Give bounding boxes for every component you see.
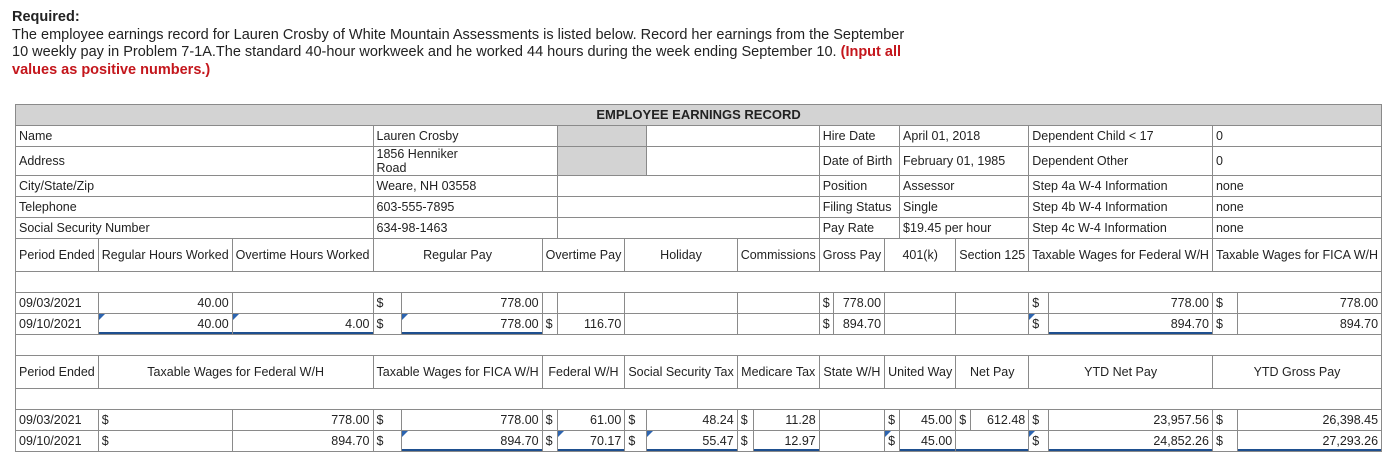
social-security-input[interactable]: 55.47 xyxy=(647,431,737,452)
net-pay-header: Net Pay xyxy=(956,356,1029,389)
gray-cell xyxy=(558,126,647,147)
gross-pay-cell: 894.70 xyxy=(833,314,884,335)
taxable-wages-fica-cell: 778.00 xyxy=(401,410,542,431)
currency-sign: $ xyxy=(625,431,647,452)
dob-value: February 01, 1985 xyxy=(900,147,1029,176)
taxable-wages-federal-header-2: Taxable Wages for Federal W/H xyxy=(98,356,373,389)
address-value: 1856 Henniker Road xyxy=(373,147,558,176)
required-heading: Required: xyxy=(12,9,80,25)
overtime-pay-cell xyxy=(558,293,625,314)
currency-sign: $ xyxy=(885,410,900,431)
united-way-header: United Way xyxy=(885,356,956,389)
step4a-value: none xyxy=(1212,176,1381,197)
gross-pay-header: Gross Pay xyxy=(819,239,884,272)
instructions xyxy=(12,9,912,79)
period-ended-header-2: Period Ended xyxy=(16,356,99,389)
overtime-pay-header: Overtime Pay xyxy=(542,239,625,272)
state-wh-cell xyxy=(819,410,884,431)
taxable-wages-fica-cell: 894.70 xyxy=(1237,314,1382,335)
taxable-wages-federal-cell: 778.00 xyxy=(1049,293,1213,314)
ytd-gross-pay-input[interactable]: 27,293.26 xyxy=(1237,431,1382,452)
ssn-label: Social Security Number xyxy=(16,218,374,239)
pay-rate-label: Pay Rate xyxy=(819,218,899,239)
holiday-header: Holiday xyxy=(625,239,737,272)
step4b-label: Step 4b W-4 Information xyxy=(1029,197,1213,218)
blank-cell xyxy=(558,197,820,218)
position-label: Position xyxy=(819,176,899,197)
commissions-cell xyxy=(737,314,819,335)
dep-child-value: 0 xyxy=(1212,126,1381,147)
taxable-wages-fica-input[interactable]: 894.70 xyxy=(401,431,542,452)
city-label: City/State/Zip xyxy=(16,176,374,197)
address-label: Address xyxy=(16,147,374,176)
ytd-net-pay-input[interactable]: 24,852.26 xyxy=(1049,431,1213,452)
currency-sign: $ xyxy=(1212,314,1237,335)
telephone-label: Telephone xyxy=(16,197,374,218)
step4c-value: none xyxy=(1212,218,1381,239)
period-ended-header: Period Ended xyxy=(16,239,99,272)
regular-hours-cell: 40.00 xyxy=(98,293,232,314)
regular-pay-input[interactable]: 778.00 xyxy=(401,314,542,335)
currency-sign: $ xyxy=(1029,314,1049,335)
overtime-hours-cell xyxy=(232,293,373,314)
taxable-wages-federal-cell: 894.70 xyxy=(232,431,373,452)
regular-hours-header: Regular Hours Worked xyxy=(98,239,232,272)
united-way-cell: 45.00 xyxy=(900,410,956,431)
medicare-cell: 11.28 xyxy=(753,410,819,431)
taxable-wages-federal-header: Taxable Wages for Federal W/H xyxy=(1029,239,1213,272)
currency-sign: $ xyxy=(1212,293,1237,314)
currency-sign: $ xyxy=(819,314,833,335)
united-way-input[interactable]: 45.00 xyxy=(900,431,956,452)
net-pay-input[interactable] xyxy=(956,431,1029,452)
overtime-pay-cell: 116.70 xyxy=(558,314,625,335)
name-value: Lauren Crosby xyxy=(373,126,558,147)
filing-status-value: Single xyxy=(900,197,1029,218)
section125-header: Section 125 xyxy=(956,239,1029,272)
holiday-cell xyxy=(625,293,737,314)
hire-date-label: Hire Date xyxy=(819,126,899,147)
currency-sign: $ xyxy=(1029,410,1049,431)
gray-cell xyxy=(558,147,647,176)
currency-sign: $ xyxy=(542,431,558,452)
currency-sign: $ xyxy=(373,410,401,431)
401k-cell xyxy=(885,314,956,335)
dep-other-label: Dependent Other xyxy=(1029,147,1213,176)
step4b-value: none xyxy=(1212,197,1381,218)
employee-earnings-record xyxy=(15,104,1382,452)
currency-sign: $ xyxy=(737,431,753,452)
taxable-wages-fica-header-2: Taxable Wages for FICA W/H xyxy=(373,356,542,389)
step4a-label: Step 4a W-4 Information xyxy=(1029,176,1213,197)
holiday-cell xyxy=(625,314,737,335)
regular-pay-header: Regular Pay xyxy=(373,239,542,272)
period-cell: 09/10/2021 xyxy=(16,314,99,335)
medicare-header: Medicare Tax xyxy=(737,356,819,389)
taxable-wages-fica-cell: 778.00 xyxy=(1237,293,1382,314)
federal-wh-input[interactable]: 70.17 xyxy=(558,431,625,452)
blank-cell xyxy=(558,176,820,197)
ytd-net-pay-header: YTD Net Pay xyxy=(1029,356,1213,389)
currency-sign: $ xyxy=(819,293,833,314)
taxable-wages-federal-cell: 778.00 xyxy=(232,410,373,431)
social-security-header: Social Security Tax xyxy=(625,356,737,389)
taxable-wages-fica-header: Taxable Wages for FICA W/H xyxy=(1212,239,1381,272)
currency-sign: $ xyxy=(542,314,558,335)
period-cell: 09/03/2021 xyxy=(16,293,99,314)
federal-wh-cell: 61.00 xyxy=(558,410,625,431)
currency-sign: $ xyxy=(1212,410,1237,431)
social-security-cell: 48.24 xyxy=(647,410,737,431)
name-label: Name xyxy=(16,126,374,147)
overtime-hours-input[interactable]: 4.00 xyxy=(232,314,373,335)
currency-sign: $ xyxy=(542,410,558,431)
blank-cell xyxy=(558,218,820,239)
period-cell: 09/10/2021 xyxy=(16,431,99,452)
currency-sign: $ xyxy=(956,410,971,431)
city-value: Weare, NH 03558 xyxy=(373,176,558,197)
position-value: Assessor xyxy=(900,176,1029,197)
401k-header: 401(k) xyxy=(885,239,956,272)
currency-sign: $ xyxy=(885,431,900,452)
taxable-wages-federal-input[interactable]: 894.70 xyxy=(1049,314,1213,335)
ytd-net-pay-cell: 23,957.56 xyxy=(1049,410,1213,431)
regular-hours-input[interactable]: 40.00 xyxy=(98,314,232,335)
pay-rate-value: $19.45 per hour xyxy=(900,218,1029,239)
401k-cell xyxy=(885,293,956,314)
currency-sign: $ xyxy=(625,410,647,431)
telephone-value: 603-555-7895 xyxy=(373,197,558,218)
currency-sign: $ xyxy=(1029,431,1049,452)
step4c-label: Step 4c W-4 Information xyxy=(1029,218,1213,239)
currency-sign: $ xyxy=(373,431,401,452)
commissions-cell xyxy=(737,293,819,314)
dep-other-value: 0 xyxy=(1212,147,1381,176)
blank-cell xyxy=(647,126,819,147)
blank-cell xyxy=(647,147,819,176)
net-pay-cell: 612.48 xyxy=(970,410,1029,431)
currency-sign: $ xyxy=(1029,293,1049,314)
regular-pay-cell: 778.00 xyxy=(401,293,542,314)
currency-sign: $ xyxy=(737,410,753,431)
filing-status-label: Filing Status xyxy=(819,197,899,218)
currency-sign: $ xyxy=(373,314,401,335)
instructions-note: (Input all values as positive numbers.) xyxy=(12,44,902,78)
ytd-gross-pay-cell: 26,398.45 xyxy=(1237,410,1382,431)
dob-label: Date of Birth xyxy=(819,147,899,176)
state-wh-cell xyxy=(819,431,884,452)
gross-pay-cell: 778.00 xyxy=(833,293,884,314)
ssn-value: 634-98-1463 xyxy=(373,218,558,239)
dep-child-label: Dependent Child < 17 xyxy=(1029,126,1213,147)
section125-cell xyxy=(956,293,1029,314)
hire-date-value: April 01, 2018 xyxy=(900,126,1029,147)
currency-sign: $ xyxy=(1212,431,1237,452)
currency-sign: $ xyxy=(373,293,401,314)
state-wh-header: State W/H xyxy=(819,356,884,389)
ytd-gross-pay-header: YTD Gross Pay xyxy=(1212,356,1381,389)
currency-sign: $ xyxy=(98,410,232,431)
medicare-input[interactable]: 12.97 xyxy=(753,431,819,452)
federal-wh-header: Federal W/H xyxy=(542,356,625,389)
commissions-header: Commissions xyxy=(737,239,819,272)
section125-cell xyxy=(956,314,1029,335)
currency-sign: $ xyxy=(98,431,232,452)
period-cell: 09/03/2021 xyxy=(16,410,99,431)
overtime-hours-header: Overtime Hours Worked xyxy=(232,239,373,272)
instructions-text: The employee earnings record for Lauren Crosby of White Mountain Assessments is listed below. Record her earnings from the September 10 weekly pay in Problem 7-1A.The standard 40-hour workweek and he worked 44 hours during the week ending September 10. xyxy=(12,26,905,60)
record-title: EMPLOYEE EARNINGS RECORD xyxy=(16,105,1382,126)
